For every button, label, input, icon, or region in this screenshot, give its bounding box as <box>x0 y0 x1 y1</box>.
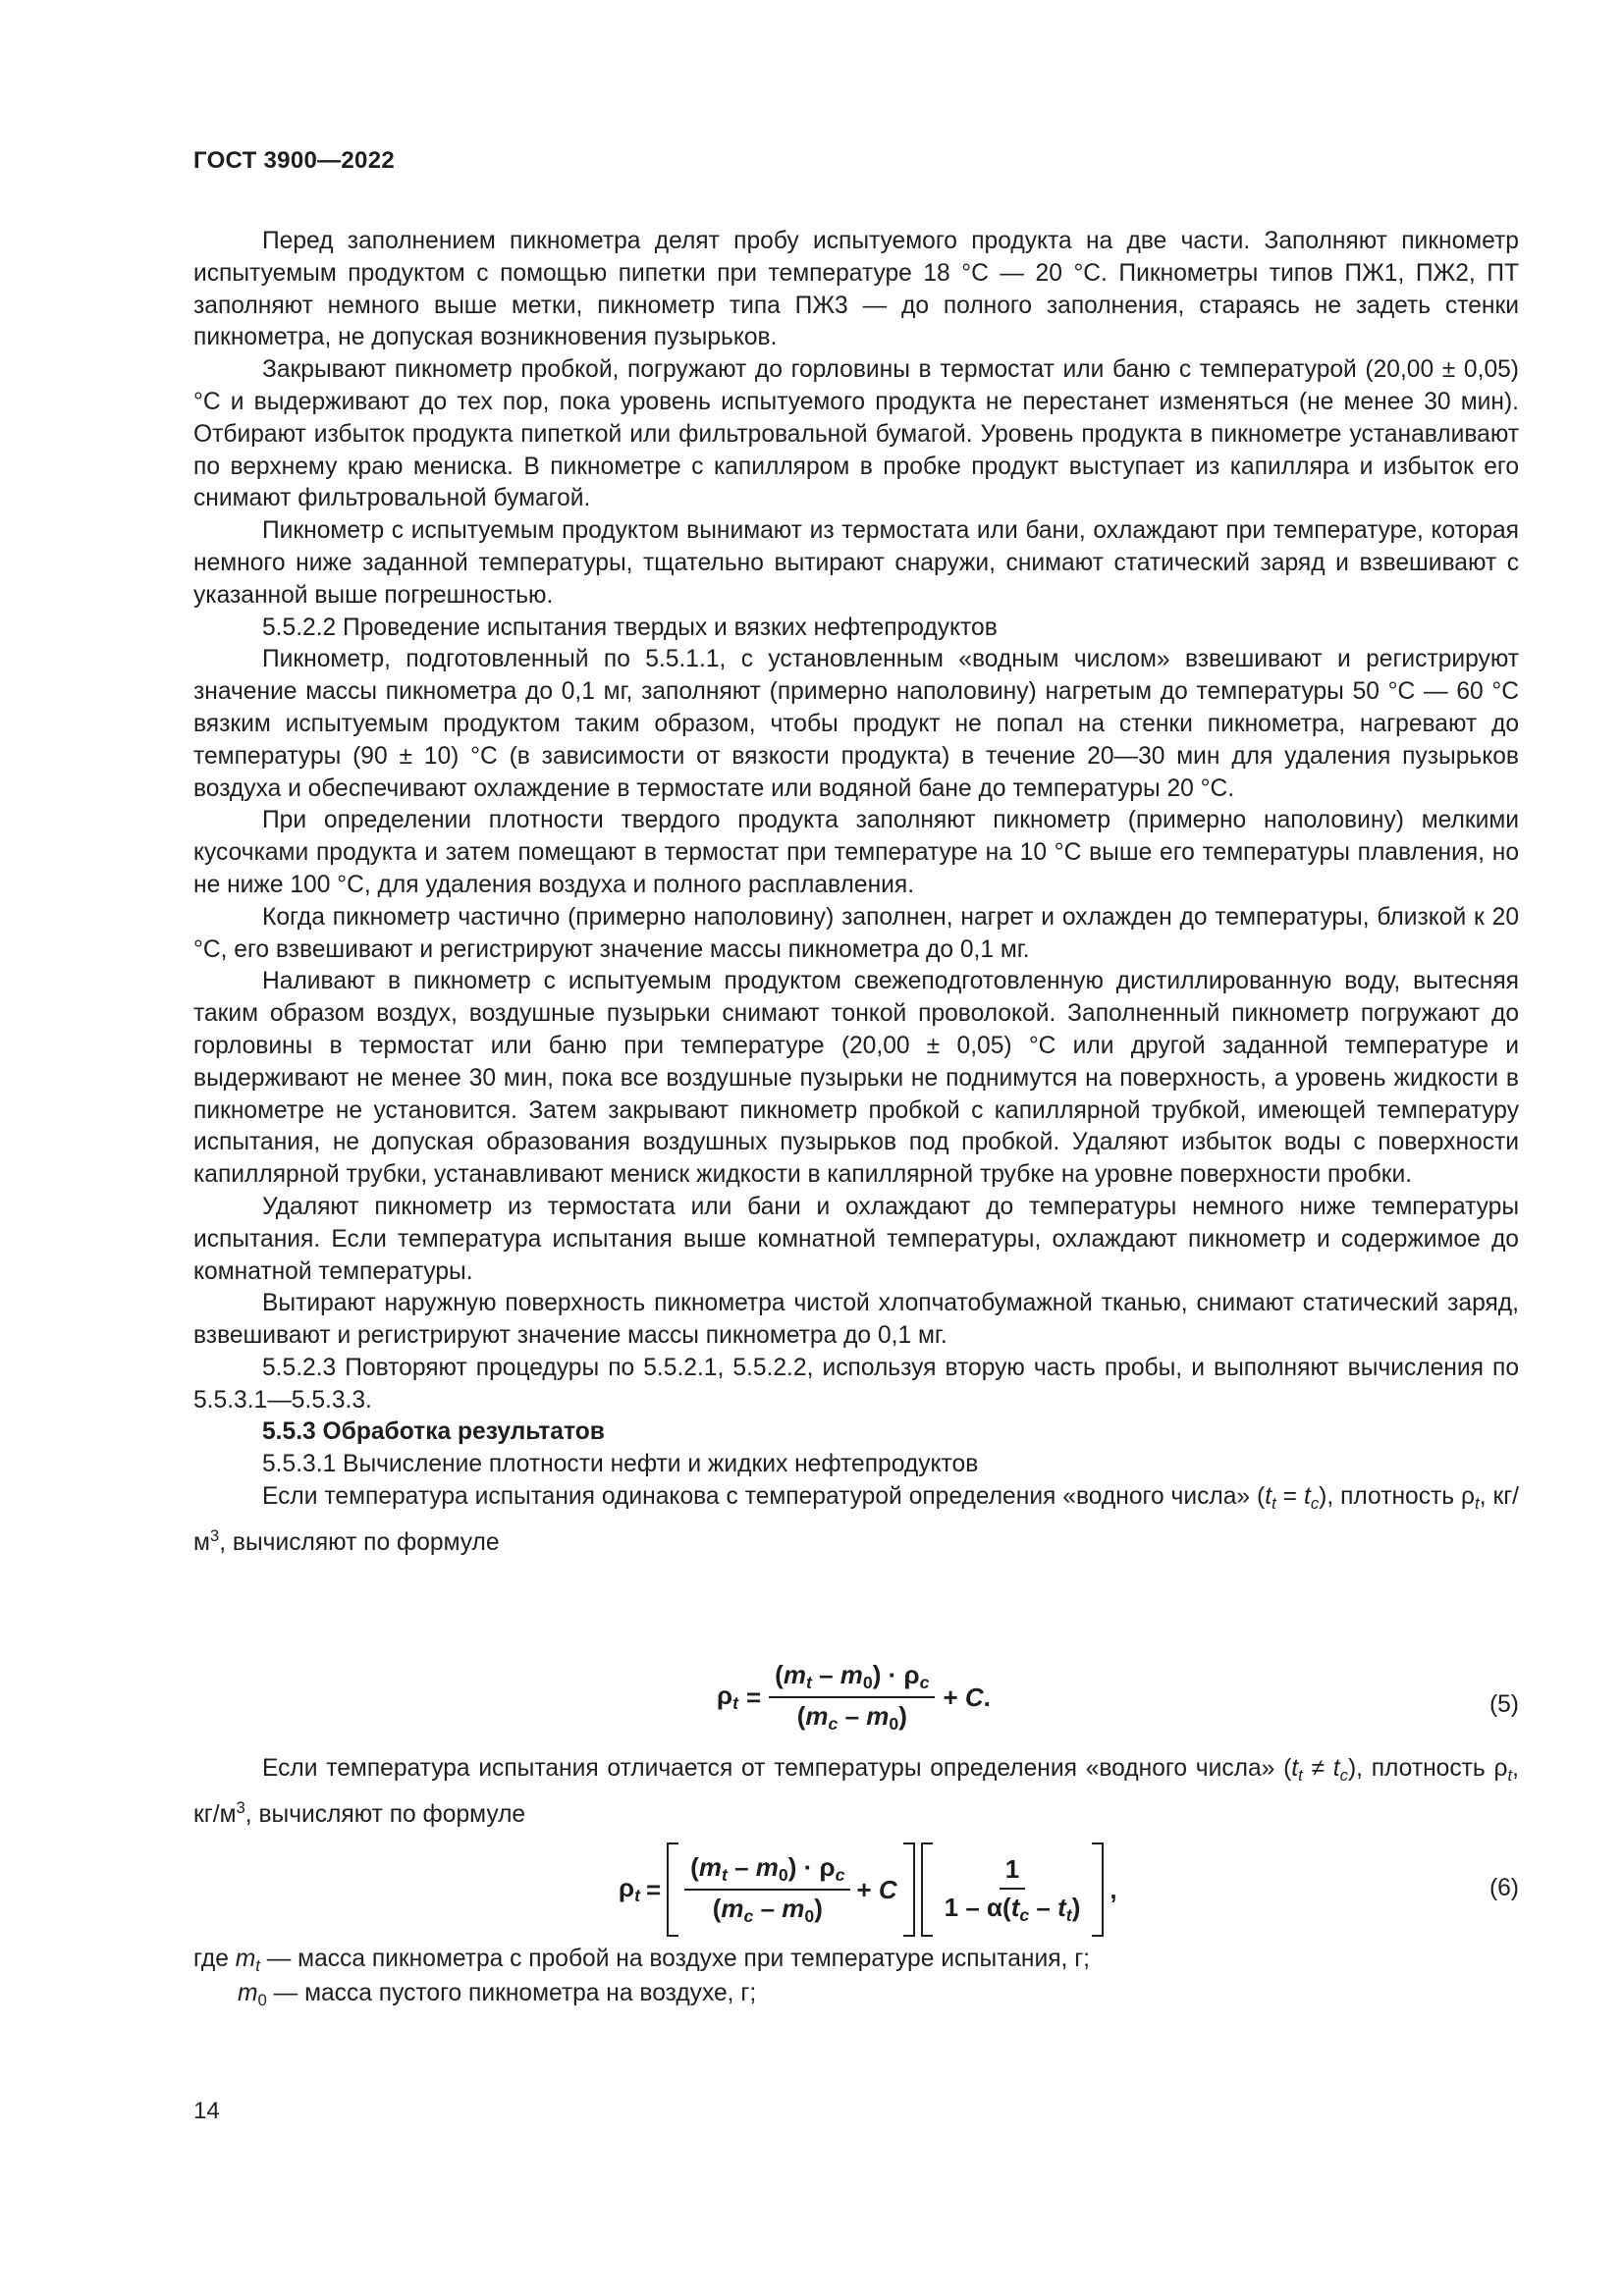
paragraph: Когда пикнометр частично (примерно наполовину) заполнен, нагрет и охлажден до температуры, близкой к 20 °С, его взвешивают и регистрируют значение массы пикнометра до 0,1 мг. <box>193 903 1519 963</box>
formula-5: $\rho_t$ = $\frac{(m_t - m_0) \cdot \rho_c}{(m_c - m_0)}$ + C. <box>717 1660 991 1734</box>
fraction-5: $\frac{(m_t - m_0) \cdot \rho_c}{(m_c - m_0)}$ <box>769 1660 935 1735</box>
rho-t: $\rho_t$ <box>619 1873 640 1905</box>
paragraph: Наливают в пикнометр с испытуемым продуктом свежеподготовленную дистиллированную воду, вытесняя таким образом воздух, воздушные пузырьки снимают тонкой проволокой. Заполненный пикнометр погружают до горловины в термостат или баню при температуре (20,00 ± 0,05) °С или другой заданной температуре и выдерживают не менее 30 мин, пока все воздушные пузырьки не поднимутся на поверхность, а уровень жидкости в пикнометре не установится. Затем закрывают пикнометр пробкой с капиллярной трубкой, имеющей температуру испытания, не допуская образования воздушных пузырьков под пробкой. Удаляют избыток воды с поверхности капиллярной трубки, устанавливают мениск жидкости в капиллярной трубке на уровне поверхности пробки. <box>193 968 1519 1189</box>
rho-t: $\rho_t$ <box>717 1681 738 1713</box>
paragraph: Удаляют пикнометр из термостата или бани и охлаждают до температуры немного ниже температуры испытания. Если температура испытания выше комнатной температуры, охлаждают пикнометр и содержимое до комнатной температуры. <box>193 1193 1519 1285</box>
right-bracket <box>903 1842 915 1937</box>
equation-number-6: (6) <box>1489 1875 1519 1901</box>
paragraph: Пикнометр, подготовленный по 5.5.1.1, с установленным «водным числом» взвешивают и регистрируют значение массы пикнометра до 0,1 мг, заполняют (примерно наполовину) нагретым до температуры 50 °С — 60 °С вязким испытуемым продуктом таким образом, чтобы продукт не попал на стенки пикнометра, нагревают до температуры (90 ± 10) °С (в зависимости от вязкости продукта) в течение 20—30 мин для удаления пузырьков воздуха и обеспечивают охлаждение в термостате или водяной бане до температуры 20 °С. <box>193 646 1519 802</box>
section-heading-5-5-3: 5.5.3 Обработка результатов <box>262 1418 605 1446</box>
right-bracket <box>1092 1842 1104 1937</box>
equation-number-5: (5) <box>1489 1691 1519 1718</box>
page-header: ГОСТ 3900—2022 <box>193 147 396 174</box>
left-bracket <box>921 1842 933 1937</box>
paragraph-different-temperature: Если температура испытания отличается от температуры определения «водного числа» $(t_t \ne t_c)$, плотность $\rho_t$, $кг/м^3$, вычисляют по формуле <box>193 1755 1519 1828</box>
left-bracket <box>667 1842 678 1937</box>
fraction-6a: $\frac{(m_t - m_0) \cdot \rho_c}{(m_c - m_0)}$ <box>684 1852 850 1927</box>
paragraph: Перед заполнением пикнометра делят пробу испытуемого продукта на две части. Заполняют пикнометр испытуемым продуктом с помощью пипетки при температуре 18 °С — 20 °С. Пикнометры типов ПЖ1, ПЖ2, ПТ заполняют немного выше метки, пикнометр типа ПЖ3 — до полного заполнения, стараясь не задеть стенки пикнометра, не допуская возникновения пузырьков. <box>193 228 1519 351</box>
paragraph: Закрывают пикнометр пробкой, погружают до горловины в термостат или баню с температурой (20,00 ± 0,05) °С и выдерживают до тех пор, пока уровень испытуемого продукта не перестанет изменяться (не менее 30 мин). Отбирают избыток продукта пипеткой или фильтровальной бумагой. Уровень продукта в пикнометре устанавливают по верхнему краю мениска. В пикнометре с капилляром в пробке продукт выступает из капилляра и избыток его снимают фильтровальной бумагой. <box>193 356 1519 512</box>
where-item-m-t: где $m_t$ — масса пикнометра с пробой на воздухе при температуре испытания, г; <box>193 1946 1091 1975</box>
fraction-6b: $\frac{1}{1 - \alpha(t_c - t_t)}$ <box>944 1853 1081 1925</box>
paragraph: Пикнометр с испытуемым продуктом вынимают из термостата или бани, охлаждают при температуре, которая немного ниже заданной температуры, тщательно вытирают снаружи, снимают статический заряд и взвешивают с указанной выше погрешностью. <box>193 517 1519 609</box>
where-item-m-0: $m_0$ — масса пустого пикнометра на воздухе, г; <box>238 1980 757 2009</box>
subsection-heading-5-5-3-1: 5.5.3.1 Вычисление плотности нефти и жидких нефтепродуктов <box>262 1451 979 1478</box>
formula-6: $\rho_t$ = $\frac{(m_t - m_0) \cdot \rho_c}{(m_c - m_0)}$ + C $\frac{1}{1 - \alpha(t_c - t_t)}$ , <box>619 1842 1117 1937</box>
paragraph: Вытирают наружную поверхность пикнометра чистой хлопчатобумажной тканью, снимают статический заряд, взвешивают и регистрируют значение массы пикнометра до 0,1 мг. <box>193 1290 1519 1350</box>
page-number: 14 <box>193 2098 220 2124</box>
paragraph: При определении плотности твердого продукта заполняют пикнометр (примерно наполовину) мелкими кусочками продукта и затем помещают в термостат при температуре на 10 °С выше его температуры плавления, но не ниже 100 °С, для удаления воздуха и полного расплавления. <box>193 807 1519 898</box>
paragraph-equal-temperature: Если температура испытания одинакова с температурой определения «водного числа» $(t_t = t_c)$, плотность $\rho_t$, $кг/м^3$, вычисляют по формуле <box>193 1483 1520 1556</box>
subsection-heading-5-5-2-2: 5.5.2.2 Проведение испытания твердых и вязких нефтепродуктов <box>262 614 998 641</box>
subsection-5-5-2-3: 5.5.2.3 Повторяют процедуры по 5.5.2.1, 5.5.2.2, используя вторую часть пробы, и выполняют вычисления по 5.5.3.1—5.5.3.3. <box>193 1354 1519 1414</box>
body-text <box>193 226 1519 1560</box>
